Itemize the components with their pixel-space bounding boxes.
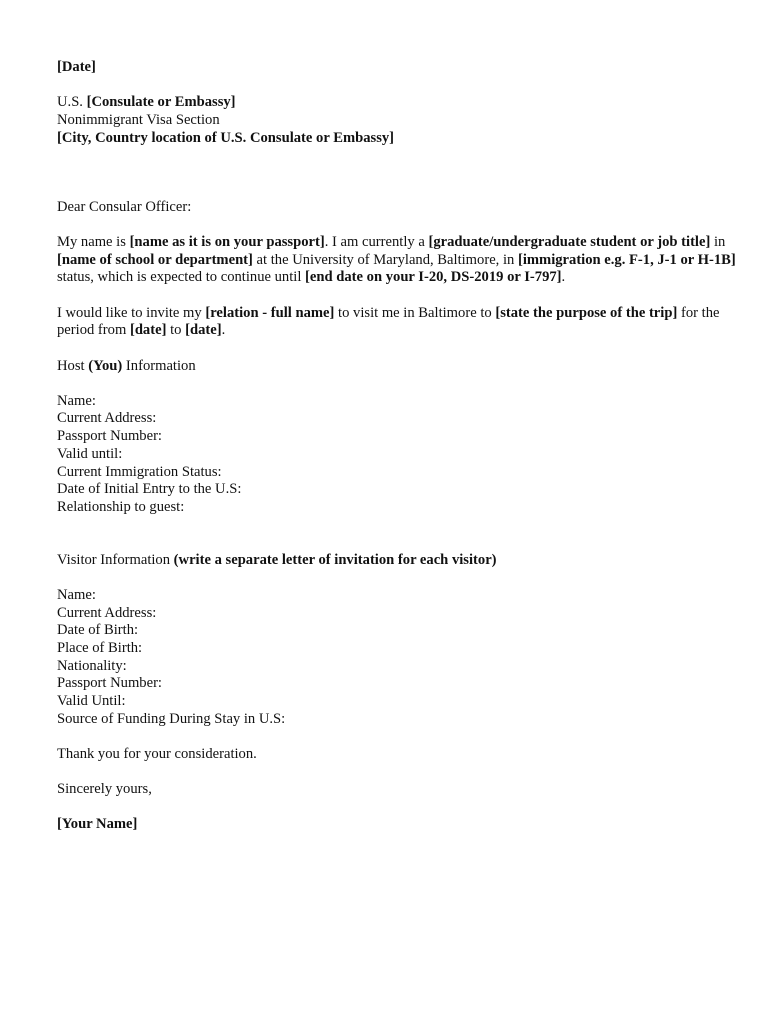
- closing-line: Sincerely yours,: [57, 781, 152, 798]
- letter-document: [57, 59, 737, 834]
- text-run: .: [221, 322, 226, 339]
- title-placeholder: [graduate/undergraduate student or job title]: [428, 234, 711, 251]
- address-line-1: [57, 94, 737, 112]
- text-run: for the period from: [57, 304, 720, 339]
- host-field-relationship: Relationship to guest:: [57, 498, 185, 515]
- passport-name-placeholder: [name as it is on your passport]: [129, 234, 325, 251]
- host-field-address: Current Address:: [57, 410, 157, 427]
- text-run: status, which is expected to continue until: [57, 269, 306, 286]
- text-run: My name is: [57, 234, 130, 251]
- text-run: Host: [57, 357, 89, 374]
- text-run: at the University of Maryland, Baltimore, in: [252, 251, 518, 268]
- end-date-placeholder: [end date on your I-20, DS-2019 or I-797]: [305, 269, 562, 286]
- thanks-line: Thank you for your consideration.: [57, 745, 257, 762]
- address-prefix: U.S.: [57, 94, 87, 111]
- relation-placeholder: [relation - full name]: [205, 304, 335, 321]
- visitor-field-nationality: Nationality:: [57, 657, 127, 674]
- host-heading: [57, 358, 737, 376]
- immigration-placeholder: [immigration e.g. F-1, J-1 or H-1B]: [517, 251, 736, 268]
- host-field-initial-entry: Date of Initial Entry to the U.S:: [57, 481, 242, 498]
- visitor-field-dob: Date of Birth:: [57, 622, 139, 639]
- text-run: .: [561, 269, 566, 286]
- text-run: . I am currently a: [324, 234, 429, 251]
- end-date-placeholder: [date]: [185, 322, 222, 339]
- text-run: to: [166, 322, 186, 339]
- visitor-field-passport: Passport Number:: [57, 675, 162, 692]
- address-line-3: [City, Country location of U.S. Consulate or Embassy]: [57, 129, 395, 146]
- host-field-immigration-status: Current Immigration Status:: [57, 463, 222, 480]
- text-run: to visit me in Baltimore to: [334, 304, 496, 321]
- text-run: Visitor Information: [57, 551, 174, 568]
- date-line: [Date]: [57, 59, 96, 75]
- start-date-placeholder: [date]: [129, 322, 167, 339]
- visitor-field-pob: Place of Birth:: [57, 639, 143, 656]
- text-run: in: [710, 234, 726, 251]
- visitor-note: (write a separate letter of invitation for each visitor): [173, 551, 497, 568]
- paragraph-invitation: [57, 305, 737, 340]
- address-line-2: Nonimmigrant Visa Section: [57, 111, 220, 128]
- visitor-field-address: Current Address:: [57, 604, 157, 621]
- paragraph-intro: [57, 234, 737, 287]
- host-field-name: Name:: [57, 392, 96, 409]
- host-you-label: (You): [88, 357, 123, 374]
- text-run: I would like to invite my: [57, 304, 206, 321]
- signature-placeholder: [Your Name]: [57, 816, 138, 833]
- host-field-valid-until: Valid until:: [57, 445, 123, 462]
- purpose-placeholder: [state the purpose of the trip]: [495, 304, 678, 321]
- school-placeholder: [name of school or department]: [57, 251, 253, 268]
- text-run: Information: [122, 357, 196, 374]
- visitor-field-name: Name:: [57, 586, 96, 603]
- visitor-fields: [57, 587, 737, 729]
- host-field-passport: Passport Number:: [57, 428, 162, 445]
- visitor-field-valid-until: Valid Until:: [57, 693, 126, 710]
- salutation: Dear Consular Officer:: [57, 198, 192, 215]
- host-fields: [57, 393, 737, 517]
- visitor-heading: [57, 552, 737, 570]
- visitor-field-funding: Source of Funding During Stay in U.S:: [57, 710, 286, 727]
- consulate-placeholder: [Consulate or Embassy]: [86, 94, 236, 111]
- recipient-address: [57, 94, 737, 147]
